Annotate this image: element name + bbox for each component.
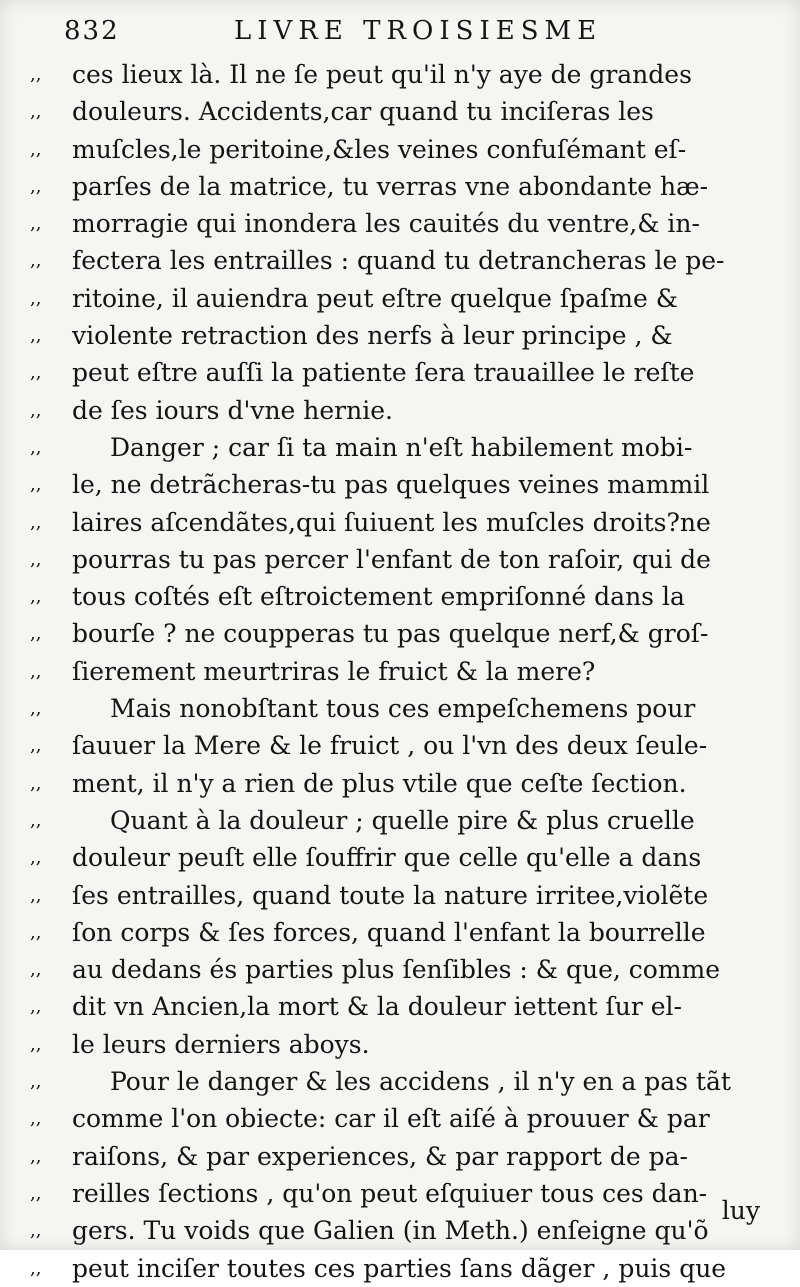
quotation-marker: ,, xyxy=(30,138,42,160)
quotation-marker: ,, xyxy=(30,213,42,235)
line-text: laires aſcendãtes,qui ſuiuent les muſcles droits?ne xyxy=(72,507,711,537)
quotation-marker: ,, xyxy=(30,921,42,943)
quotation-marker: ,, xyxy=(30,362,42,384)
text-line xyxy=(30,466,772,503)
quotation-marker: ,, xyxy=(30,1182,42,1204)
quotation-marker: ,, xyxy=(30,287,42,309)
line-text: reilles ſections , qu'on peut eſquiuer tous ces dan- xyxy=(72,1178,708,1208)
quotation-marker: ,, xyxy=(30,548,42,570)
text-line xyxy=(30,615,772,652)
text-line xyxy=(30,317,772,354)
line-text: ſon corps & ſes forces, quand l'enfant la bourrelle xyxy=(72,917,706,947)
quotation-marker: ,, xyxy=(30,250,42,272)
text-line xyxy=(30,1175,772,1212)
quotation-marker: ,, xyxy=(30,1220,42,1242)
line-text: muſcles,le peritoine,&les veines confuſémant eſ- xyxy=(72,134,687,164)
text-line xyxy=(30,280,772,317)
quotation-marker: ,, xyxy=(30,586,42,608)
quotation-marker: ,, xyxy=(30,772,42,794)
text-line xyxy=(30,839,772,876)
text-line xyxy=(30,504,772,541)
line-text: Pour le danger & les accidens , il n'y en a pas tãt xyxy=(110,1067,731,1097)
quotation-marker: ,, xyxy=(30,511,42,533)
text-line xyxy=(30,205,772,242)
quotation-marker: ,, xyxy=(30,884,42,906)
line-text: ſierement meurtriras le fruict & la mere? xyxy=(72,656,596,686)
text-line xyxy=(30,914,772,951)
text-line xyxy=(30,1212,772,1249)
text-line xyxy=(30,392,772,429)
quotation-marker: ,, xyxy=(30,399,42,421)
text-line xyxy=(30,765,772,802)
quotation-marker: ,, xyxy=(30,325,42,347)
page-number: 832 xyxy=(64,16,120,46)
text-line xyxy=(30,988,772,1025)
line-text: Danger ; car ſi ta main n'eſt habilement mobi- xyxy=(110,432,693,462)
quotation-marker: ,, xyxy=(30,1071,42,1093)
text-line xyxy=(30,541,772,578)
text-line xyxy=(30,131,772,168)
line-text: au dedans és parties plus ſenſibles : & que, comme xyxy=(72,955,721,985)
quotation-marker: ,, xyxy=(30,1033,42,1055)
line-text: de ſes iours d'vne hernie. xyxy=(72,395,393,425)
running-title: LIVRE TROISIESME xyxy=(234,16,603,46)
quotation-marker: ,, xyxy=(30,1257,42,1279)
quotation-marker: ,, xyxy=(30,474,42,496)
quotation-marker: ,, xyxy=(30,623,42,645)
line-text: douleur peuſt elle ſouffrir que celle qu'elle a dans xyxy=(72,843,702,873)
quotation-marker: ,, xyxy=(30,436,42,458)
line-text: Mais nonobſtant tous ces empeſchemens pour xyxy=(110,694,696,724)
line-text: tous coſtés eſt eſtroictement empriſonné dans la xyxy=(72,582,685,612)
text-line xyxy=(30,242,772,279)
text-line xyxy=(30,93,772,130)
text-line xyxy=(30,877,772,914)
line-text: ſes entrailles, quand toute la nature irritee,violẽte xyxy=(72,880,709,910)
line-text: comme l'on obiecte: car il eſt aiſé à prouuer & par xyxy=(72,1104,710,1134)
quotation-marker: ,, xyxy=(30,959,42,981)
text-line xyxy=(30,690,772,727)
page-header xyxy=(64,16,764,52)
quotation-marker: ,, xyxy=(30,847,42,869)
text-line xyxy=(30,653,772,690)
line-text: ment, il n'y a rien de plus vtile que ceſte ſection. xyxy=(72,768,687,798)
body-text xyxy=(30,56,772,1287)
text-line xyxy=(30,1026,772,1063)
line-text: gers. Tu voids que Galien (in Meth.) enſeigne qu'õ xyxy=(72,1216,709,1246)
line-text: ſauuer la Mere & le fruict , ou l'vn des deux ſeule- xyxy=(72,731,708,761)
line-text: ritoine, il auiendra peut eſtre quelque ſpaſme & xyxy=(72,283,679,313)
text-line xyxy=(30,354,772,391)
text-line xyxy=(30,56,772,93)
line-text: dit vn Ancien,la mort & la douleur iettent ſur el- xyxy=(72,992,682,1022)
text-line xyxy=(30,429,772,466)
quotation-marker: ,, xyxy=(30,1145,42,1167)
line-text: Quant à la douleur ; quelle pire & plus cruelle xyxy=(110,805,695,835)
text-line xyxy=(30,168,772,205)
text-line xyxy=(30,1250,772,1287)
quotation-marker: ,, xyxy=(30,1108,42,1130)
quotation-marker: ,, xyxy=(30,735,42,757)
quotation-marker: ,, xyxy=(30,698,42,720)
line-text: bourſe ? ne coupperas tu pas quelque nerf,& groſ- xyxy=(72,619,709,649)
line-text: fectera les entrailles : quand tu detrancheras le pe- xyxy=(72,246,725,276)
text-line xyxy=(30,578,772,615)
line-text: le leurs derniers aboys. xyxy=(72,1029,370,1059)
line-text: morragie qui inondera les cauités du ventre,& in- xyxy=(72,209,700,239)
line-text: ces lieux là. Il ne ſe peut qu'il n'y aye de grandes xyxy=(72,60,692,89)
quotation-marker: ,, xyxy=(30,175,42,197)
line-text: peut eſtre auſſi la patiente ſera trauaillee le reſte xyxy=(72,358,695,388)
line-text: peut inciſer toutes ces parties ſans dãger , puis que xyxy=(72,1253,727,1283)
catchword: luy xyxy=(721,1196,760,1225)
line-text: pourras tu pas percer l'enfant de ton raſoir, qui de xyxy=(72,544,711,574)
line-text: parſes de la matrice, tu verras vne abondante hæ- xyxy=(72,171,709,201)
text-line xyxy=(30,727,772,764)
text-line xyxy=(30,1138,772,1175)
quotation-marker: ,, xyxy=(30,660,42,682)
quotation-marker: ,, xyxy=(30,64,42,85)
text-line xyxy=(30,1063,772,1100)
quotation-marker: ,, xyxy=(30,996,42,1018)
line-text: douleurs. Accidents,car quand tu inciſeras les xyxy=(72,97,654,127)
line-text: raiſons, & par experiences, & par rapport de pa- xyxy=(72,1141,689,1171)
quotation-marker: ,, xyxy=(30,101,42,123)
line-text: violente retraction des nerfs à leur principe , & xyxy=(72,321,673,351)
line-text: le, ne detrãcheras-tu pas quelques veines mammil xyxy=(72,470,710,500)
text-line xyxy=(30,1100,772,1137)
quotation-marker: ,, xyxy=(30,809,42,831)
text-line xyxy=(30,951,772,988)
text-line xyxy=(30,802,772,839)
